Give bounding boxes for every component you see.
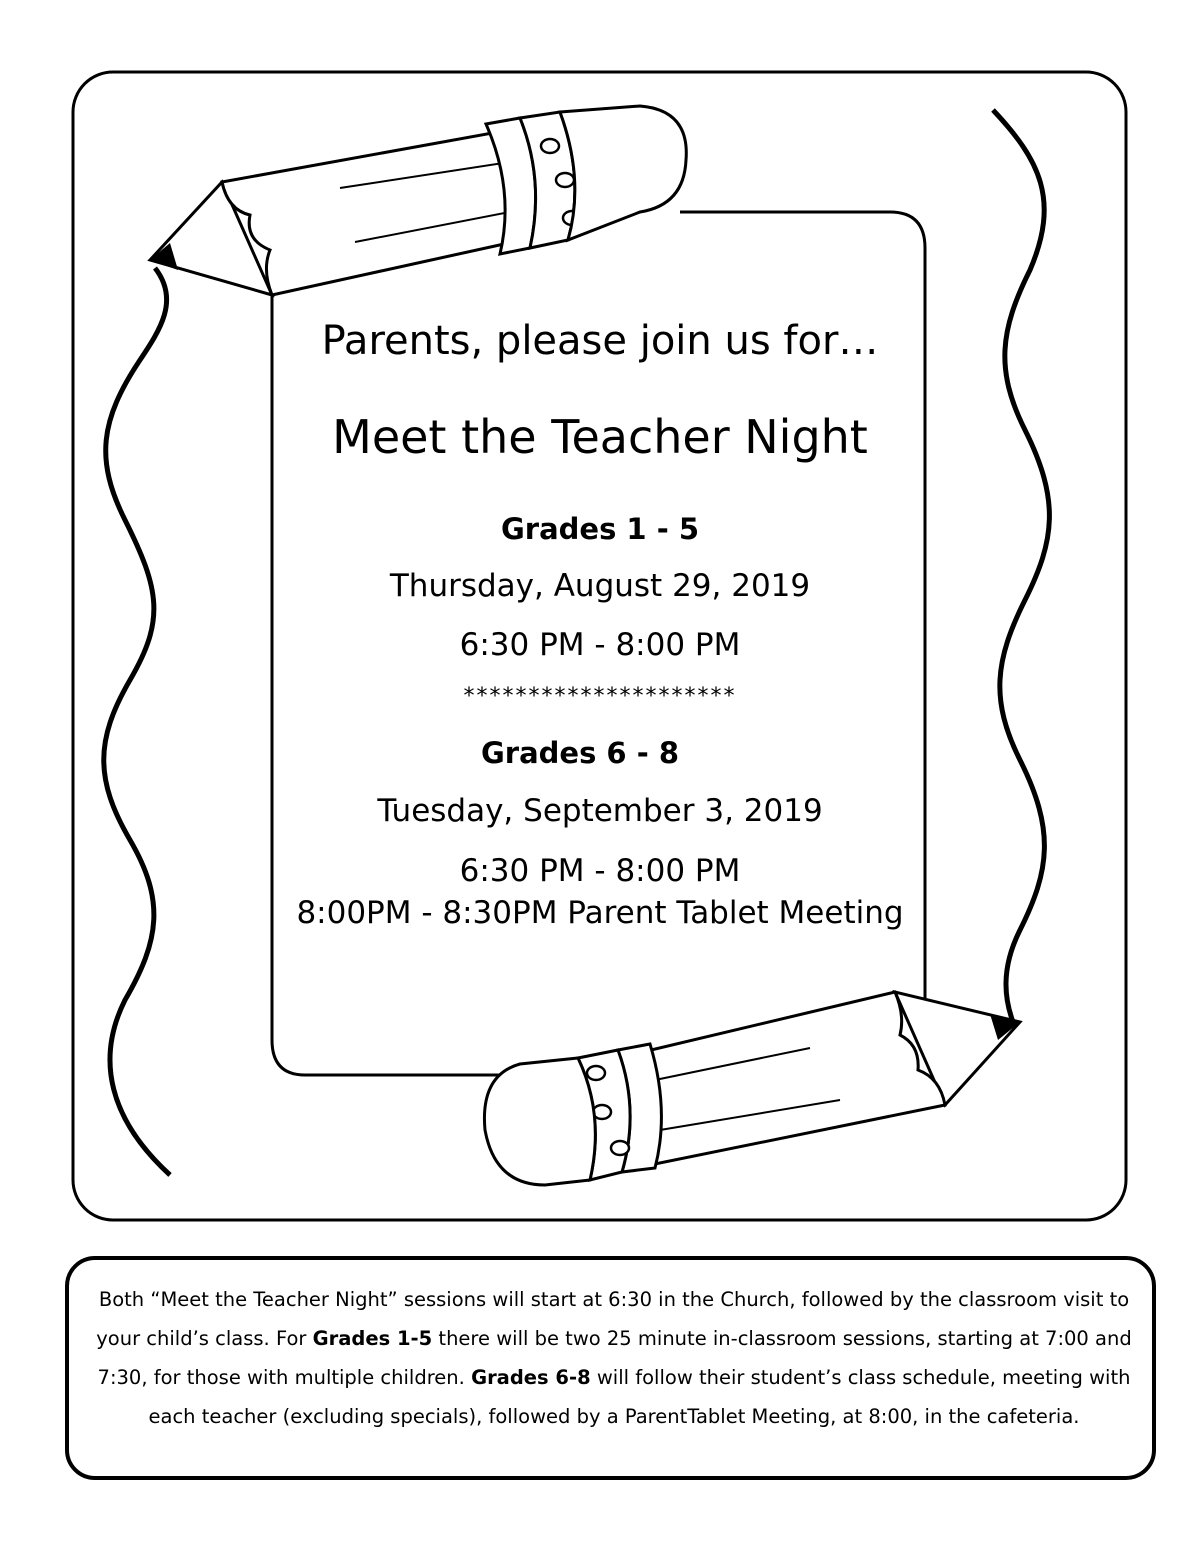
notice-part3: will follow their student’s class schedule, meeting with each teacher (excluding specials), followed by a ParentTablet Meeting, at 8:00, in the cafeteria. (148, 1366, 1131, 1428)
notice-text (84, 1280, 1144, 1436)
event-title: Meet the Teacher Night (332, 410, 868, 464)
separator: ********************* (463, 684, 737, 709)
right-wavy-line (993, 110, 1049, 1022)
bottom-pencil-icon (484, 992, 1020, 1185)
notice-part2: there will be two 25 minute in-classroom sessions, starting at 7:00 and 7:30, for those with multiple children. (97, 1327, 1132, 1389)
notice-part1: Both “Meet the Teacher Night” sessions will start at 6:30 in the Church, followed by the classroom visit to your child’s class. For (96, 1288, 1130, 1350)
session2-extra: 8:00PM - 8:30PM Parent Tablet Meeting (296, 895, 904, 931)
session2-time: 6:30 PM - 8:00 PM (459, 853, 741, 889)
session2-grades: Grades 6 - 8 (480, 736, 680, 770)
notice-bold-grades-6-8: Grades 6-8 (471, 1366, 591, 1389)
left-wavy-line (104, 268, 170, 1175)
top-pencil-icon (150, 106, 686, 295)
session1-grades: Grades 1 - 5 (500, 512, 700, 546)
session1-time: 6:30 PM - 8:00 PM (459, 627, 741, 663)
notice-bold-grades-1-5: Grades 1-5 (312, 1327, 433, 1350)
session2-date: Tuesday, September 3, 2019 (377, 793, 823, 829)
session1-date: Thursday, August 29, 2019 (389, 568, 811, 604)
intro-text: Parents, please join us for… (321, 318, 879, 364)
